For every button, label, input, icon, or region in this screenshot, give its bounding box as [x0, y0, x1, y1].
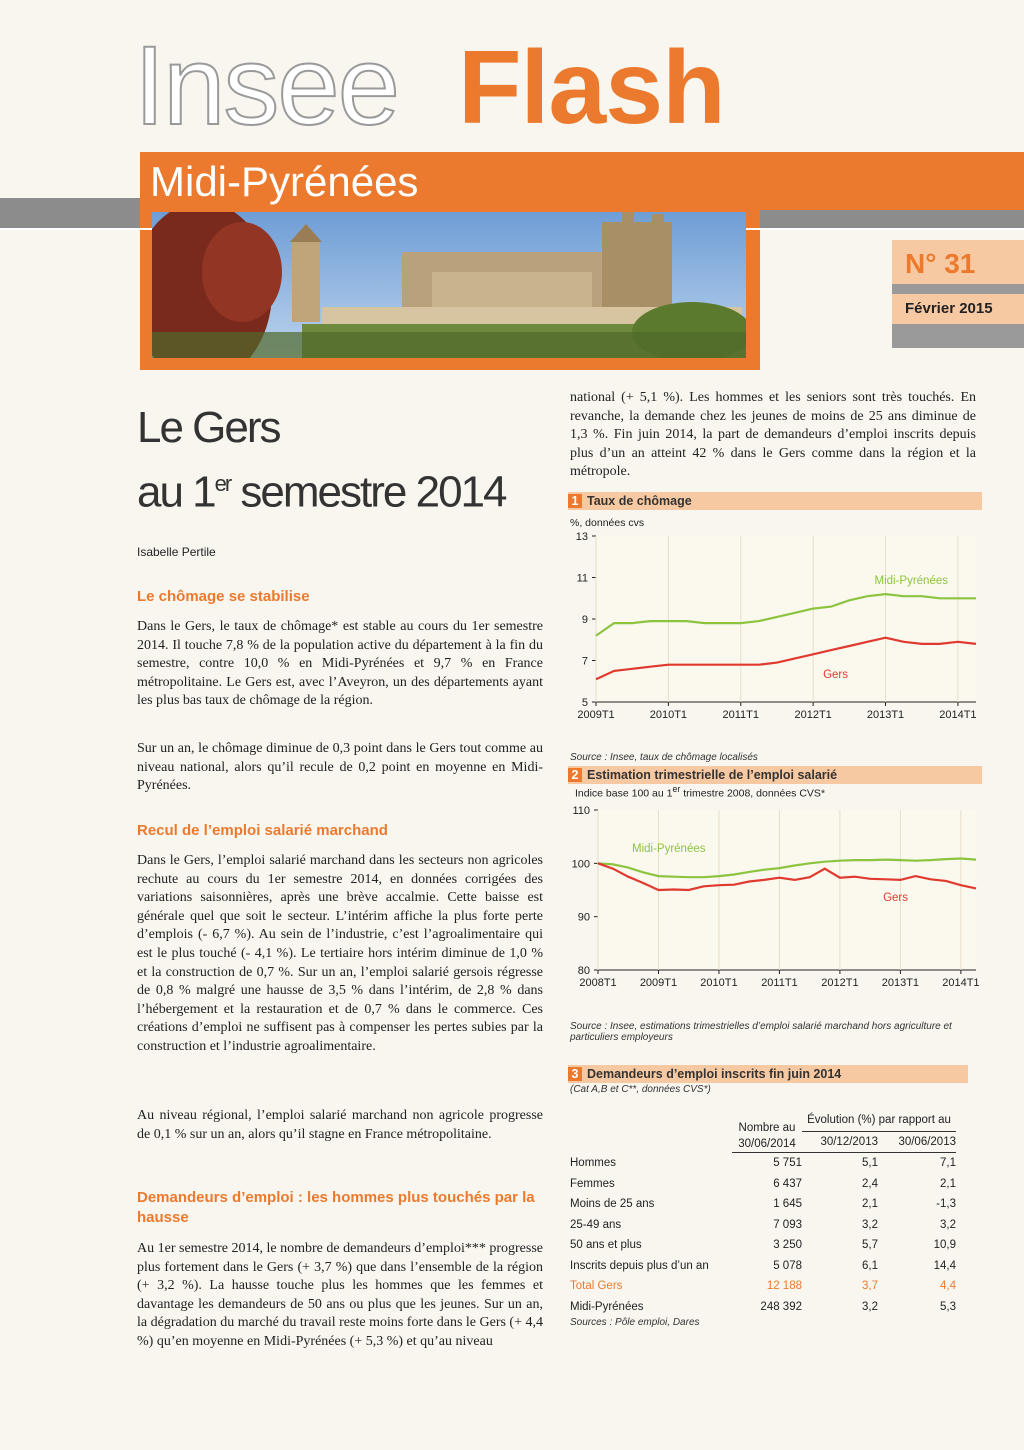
x-tick-label: 2008T1 — [579, 977, 617, 989]
x-tick-label: 2010T1 — [700, 977, 738, 989]
fig3-source: Sources : Pôle emploi, Dares — [570, 1317, 700, 1328]
y-axis-unit: %, données cvs — [570, 517, 645, 529]
chart-emploi-salarie — [568, 798, 982, 1002]
plot-area — [596, 536, 976, 702]
y-tick-label: 7 — [581, 655, 588, 668]
x-tick-label: 2009T1 — [639, 977, 678, 989]
paragraph-demandeurs-cont: national (+ 5,1 %). Les hommes et les seniors sont très touchés. En revanche, la demande chez les jeunes de moins de 25 ans diminue de 1,3 %. Fin juin 2014, la part de demandeurs d’emploi inscrits depuis plus d’un an atteint 42 % dans le Gers comme dans la région et la métropole. — [570, 390, 976, 480]
row-value: 6,1 — [862, 1259, 878, 1272]
row-value: 3 250 — [773, 1239, 802, 1252]
row-value: 2,1 — [862, 1198, 878, 1211]
table-row — [570, 1174, 956, 1195]
col-evolution-head: Évolution (%) par rapport au — [807, 1114, 951, 1127]
region-name: Midi-Pyrénées — [150, 158, 419, 205]
brand-insee-logo: Insee — [134, 23, 398, 148]
paragraph-demandeurs: Au 1er semestre 2014, le nombre de demandeurs d’emploi*** progresse plus fortement dans le Gers (+ 3,7 %) que dans l’ensemble de la région (+ 3,2 %). La hausse touche plus les hommes que les femmes et davantage les demandeurs de 50 ans ou plus que les jeunes. Sur un an, la dégradation du marché du travail reste moins forte dans le Gers (+ 4,4 %) qu’en moyenne en Midi-Pyrénées (+ 5,3 %) et qu’au niveau — [137, 1241, 543, 1349]
row-value: 5 078 — [773, 1259, 802, 1272]
table-row — [570, 1153, 956, 1174]
y-tick-label: 80 — [577, 965, 590, 977]
row-value: 7,1 — [940, 1157, 956, 1170]
section-heading-emploi: Recul de l’emploi salarié marchand — [137, 822, 388, 839]
chart-taux-chomage — [568, 514, 982, 744]
fig3-subtitle: (Cat A,B et C**, données CVS*) — [570, 1084, 711, 1095]
table-header-row — [570, 1110, 956, 1131]
fig3-title: Demandeurs d’emploi inscrits fin juin 2014 — [587, 1067, 842, 1081]
x-tick-label: 2012T1 — [821, 977, 859, 989]
y-tick-label: 100 — [571, 858, 590, 871]
row-label: 50 ans et plus — [570, 1239, 642, 1252]
row-value: 3,2 — [862, 1218, 878, 1231]
fig2-source: Source : Insee, estimations trimestrielles d’emploi salarié marchand hors agriculture et particuliers employeurs — [570, 1021, 952, 1043]
table-row — [570, 1215, 956, 1236]
row-value: 3,2 — [862, 1300, 878, 1313]
article-title — [137, 400, 505, 521]
paragraph-emploi-2: Au niveau régional, l’emploi salarié marchand non agricole progresse de 0,1 % sur un an, alors qu’il stagne en France métropolitaine. — [137, 1108, 543, 1142]
row-value: 5,3 — [940, 1300, 956, 1313]
y-tick-label: 110 — [572, 805, 590, 817]
table-row — [570, 1256, 956, 1277]
row-label: Total Gers — [570, 1280, 623, 1293]
series-label: Midi-Pyrénées — [874, 575, 948, 587]
fig2-title: Estimation trimestrielle de l’emploi salarié — [587, 768, 838, 782]
fig1-title: Taux de chômage — [587, 494, 692, 508]
paragraph-emploi-1: Dans le Gers, l’emploi salarié marchand dans les secteurs non agricoles rechute au cours du 1er semestre 2014, en données corrigées des variations saisonnières, après une brève accalmie. Cette baisse est générale quel que soit le secteur. L’intérim affiche la plus forte perte d’emplois (- 6,7 %). Au sein de l’industrie, c’est l’agroalimentaire qui est le plus touché (- 4,1 %). Le tertiaire hors intérim diminue de 1,0 % et la construction de 0,7 %. Sur un an, l’emploi salarié gersois régresse de 0,8 % malgré une hausse de 3,5 % dans l’intérim, de 2,8 % dans l’hébergement et la restauration et de 0,7 % dans le commerce. Ces créations d’emploi ne suffisent pas à compenser les pertes subies par la construction et l’industrie agroalimentaire. — [137, 853, 543, 1054]
row-value: 3,7 — [862, 1280, 878, 1293]
row-label: Hommes — [570, 1157, 617, 1169]
row-label: Inscrits depuis plus d’un an — [570, 1259, 709, 1272]
paragraph-chomage-1: Dans le Gers, le taux de chômage* est stable au cours du 1er semestre 2014. Il touche 7,8 % de la population active du département à la fin du semestre, contre 10,0 % en Midi-Pyrénées et 9,7 % en France métropolitaine. Le Gers est, avec l’Aveyron, un des départements ayant les plus bas taux de chômage de la région. — [137, 619, 543, 709]
x-tick-label: 2013T1 — [881, 977, 920, 989]
x-tick-label: 2011T1 — [761, 977, 798, 989]
author: Isabelle Pertile — [137, 545, 216, 559]
row-value: 5,1 — [862, 1157, 878, 1170]
row-value: 2,4 — [862, 1177, 878, 1190]
paragraph-chomage-2: Sur un an, le chômage diminue de 0,3 point dans le Gers tout comme au niveau national, alors qu’il recule de 0,2 point en moyenne en Midi-Pyrénées. — [137, 741, 543, 794]
fig1-source: Source : Insee, taux de chômage localisés — [570, 752, 758, 763]
issue-number: N° 31 — [905, 248, 976, 279]
issue-date: Février 2015 — [905, 300, 993, 317]
x-tick-label: 2013T1 — [866, 709, 905, 721]
row-value: 12 188 — [766, 1280, 802, 1293]
demandeurs-table — [570, 1110, 956, 1317]
row-label: Midi-Pyrénées — [570, 1300, 644, 1313]
y-tick-label: 11 — [576, 572, 588, 585]
row-value: 248 392 — [760, 1300, 802, 1313]
fig1-title-bar: 1 Taux de chômage — [568, 492, 982, 510]
fig2-unit: Indice base 100 au 1er trimestre 2008, données CVS* — [575, 784, 826, 800]
series-label: Gers — [883, 892, 908, 904]
fig3-title-bar: 3 Demandeurs d’emploi inscrits fin juin 2014 — [568, 1065, 968, 1083]
x-tick-label: 2012T1 — [794, 709, 832, 721]
x-tick-label: 2014T1 — [942, 977, 980, 989]
col-jun2013-head: 30/06/2013 — [878, 1131, 956, 1153]
title-line-1: Le Gers — [137, 403, 280, 452]
series-label: Midi-Pyrénées — [632, 843, 706, 855]
row-value: 1 645 — [773, 1198, 802, 1211]
row-label: 25-49 ans — [570, 1218, 622, 1231]
x-tick-label: 2014T1 — [939, 709, 977, 721]
y-tick-label: 9 — [581, 614, 588, 626]
y-tick-label: 90 — [577, 911, 590, 924]
plot-area — [598, 810, 976, 970]
brand-flash-logo: Flash — [458, 30, 725, 146]
col-nombre-head: Nombre au 30/06/2014 — [732, 1110, 802, 1153]
section-heading-demandeurs: Demandeurs d’emploi : les hommes plus touchés par la hausse — [137, 1189, 535, 1226]
row-value: 10,9 — [933, 1239, 956, 1252]
col-dec2013-head: 30/12/2013 — [802, 1131, 878, 1153]
table-row — [570, 1194, 956, 1215]
row-label: Moins de 25 ans — [570, 1198, 655, 1211]
row-value: 2,1 — [940, 1177, 956, 1190]
table-row — [570, 1297, 956, 1318]
table-row — [570, 1235, 956, 1256]
row-value: -1,3 — [936, 1198, 956, 1211]
row-value: 5,7 — [862, 1239, 878, 1252]
x-tick-label: 2010T1 — [649, 709, 688, 721]
row-label: Femmes — [570, 1177, 615, 1190]
y-tick-label: 13 — [575, 531, 588, 543]
fig2-title-bar: 2 Estimation trimestrielle de l’emploi salarié — [568, 766, 982, 784]
row-value: 14,4 — [933, 1259, 956, 1272]
row-value: 3,2 — [940, 1218, 956, 1231]
series-label: Gers — [823, 669, 848, 681]
table-row — [570, 1276, 956, 1297]
cathedral-photo — [152, 212, 746, 358]
x-tick-label: 2009T1 — [577, 709, 615, 721]
row-value: 7 093 — [773, 1218, 802, 1231]
x-tick-label: 2011T1 — [722, 709, 760, 721]
y-tick-label: 5 — [581, 697, 588, 709]
row-value: 5 751 — [773, 1157, 802, 1170]
title-line-2: au 1er semestre 2014 — [137, 467, 506, 517]
section-heading-chomage: Le chômage se stabilise — [137, 588, 310, 605]
row-value: 6 437 — [773, 1177, 802, 1190]
row-value: 4,4 — [940, 1280, 956, 1293]
